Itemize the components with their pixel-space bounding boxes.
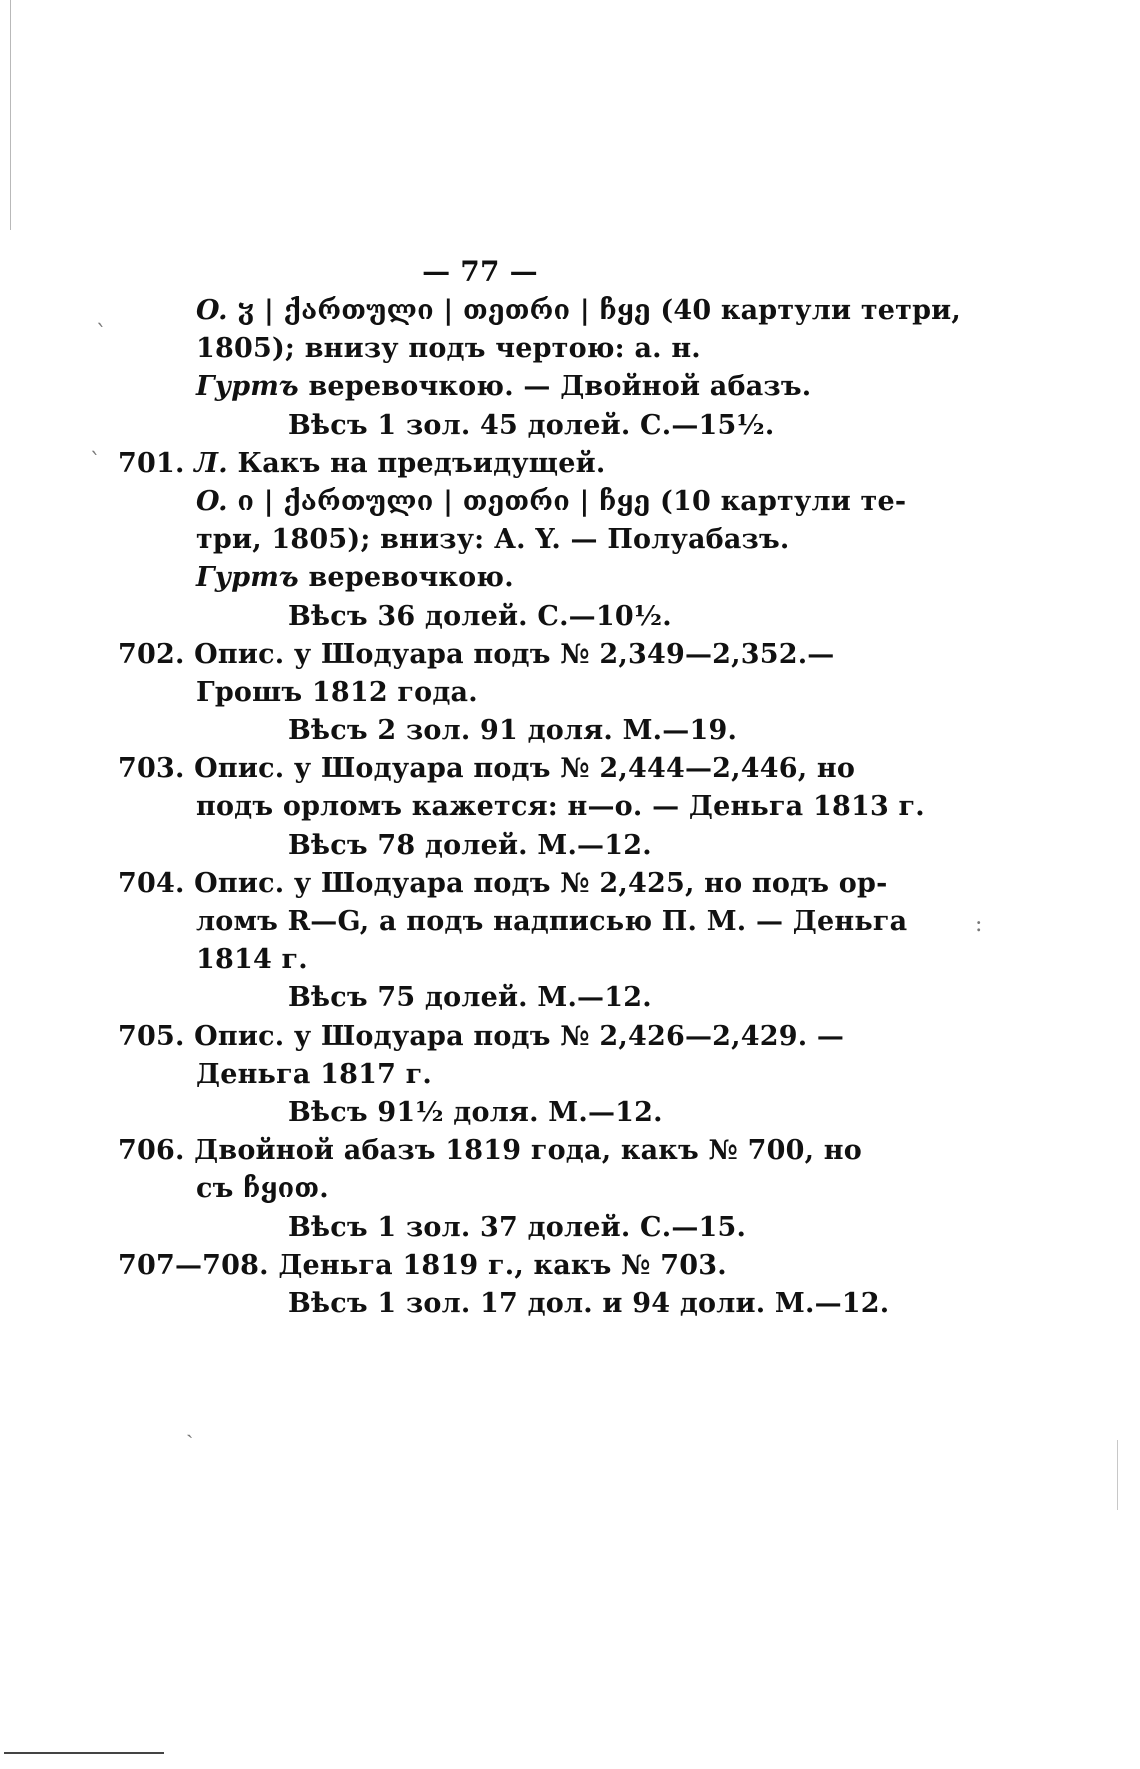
- line-text: Деньга 1817 г.: [196, 1058, 433, 1090]
- entry-line: [118, 1132, 862, 1170]
- text-line: [118, 674, 818, 712]
- entry-line: [118, 445, 818, 483]
- entry-line: [118, 636, 835, 674]
- page-number: — 77 —: [422, 255, 538, 288]
- text-line: [118, 903, 908, 941]
- line-text: Вѣсъ 36 долей. С.—10½.: [288, 600, 672, 632]
- weight-line: [118, 827, 818, 865]
- stray-mark: ˋ: [96, 322, 107, 347]
- entry-number: 705.: [118, 1020, 185, 1052]
- stray-mark: ˏ: [186, 1414, 194, 1439]
- line-text: три, 1805); внизу: А. Y. — Полуабазъ.: [196, 524, 790, 556]
- line-text: Опис. у Шодуара подъ № 2,349—2,352.—: [184, 638, 835, 670]
- line-text: 1805); внизу подъ чертою: а. н.: [196, 333, 701, 365]
- entry-line: [118, 1018, 845, 1056]
- obverse-marker: O.: [196, 295, 228, 326]
- entry-number: 703.: [118, 753, 185, 785]
- line-text: Вѣсъ 78 долей. М.—12.: [288, 829, 652, 861]
- line-text: подъ орломъ кажется: н—о. — Деньга 1813 г.: [196, 791, 925, 823]
- stray-mark: :: [975, 912, 983, 937]
- text-line: [118, 1170, 818, 1208]
- page-edge-right: [1117, 1440, 1118, 1510]
- entry-line: [118, 1247, 818, 1285]
- line-text: Деньга 1819 г., какъ № 703.: [268, 1249, 727, 1281]
- line-text: Опис. у Шодуара подъ № 2,444—2,446, но: [184, 753, 856, 785]
- weight-line: [118, 1285, 890, 1323]
- page-edge-left: [10, 0, 11, 230]
- weight-line: [118, 407, 818, 445]
- line-text: Вѣсъ 1 зол. 45 долей. С.—15½.: [288, 409, 775, 441]
- line-text: 1814 г.: [196, 944, 308, 976]
- line-text: Грошъ 1812 года.: [196, 676, 478, 708]
- weight-line: [118, 712, 818, 750]
- line-text: веревочкою.: [298, 562, 514, 594]
- text-line: [118, 368, 818, 406]
- reverse-marker: Л.: [184, 447, 228, 479]
- line-text: съ ჩყით.: [196, 1173, 329, 1205]
- document-body: [118, 252, 961, 1323]
- line-text: Двойной абазъ 1819 года, какъ № 700, но: [184, 1135, 862, 1167]
- entry-line: [118, 750, 856, 788]
- stray-mark: ˋ: [90, 450, 101, 475]
- weight-line: [118, 979, 818, 1017]
- text-line: [118, 483, 907, 521]
- entry-line: [118, 865, 888, 903]
- text-line: [118, 1056, 818, 1094]
- line-text: Вѣсъ 2 зол. 91 доля. М.—19.: [288, 715, 738, 747]
- weight-line: [118, 598, 818, 636]
- weight-line: [118, 1209, 818, 1247]
- line-text: ი | ქართული | თეთრი | ჩყე (10 картули те-: [227, 485, 907, 517]
- line-text: Опис. у Шодуара подъ № 2,425, но подъ ор-: [184, 867, 888, 899]
- entry-number: 701.: [118, 447, 185, 479]
- line-text: Опис. у Шодуара подъ № 2,426—2,429. —: [184, 1020, 845, 1052]
- line-text: Вѣсъ 1 зол. 37 долей. С.—15.: [288, 1211, 747, 1243]
- line-text: веревочкою. — Двойной абазъ.: [298, 371, 812, 403]
- edge-marker: Гуртъ: [196, 371, 299, 403]
- text-line: [118, 292, 961, 330]
- entry-number: 704.: [118, 867, 185, 899]
- text-line: [118, 559, 818, 597]
- page-edge-bottom: [4, 1752, 164, 1754]
- obverse-marker: O.: [196, 485, 228, 517]
- line-text: Вѣсъ 91½ доля. М.—12.: [288, 1096, 663, 1128]
- line-text: Вѣсъ 1 зол. 17 дол. и 94 доли. М.—12.: [288, 1287, 890, 1319]
- edge-marker: Гуртъ: [196, 562, 299, 594]
- text-line: [118, 941, 818, 979]
- entry-number: 706.: [118, 1135, 185, 1167]
- line-text: Какъ на предъидущей.: [227, 447, 606, 479]
- entry-number: 707—708.: [118, 1249, 269, 1281]
- entry-number: 702.: [118, 638, 185, 670]
- line-text: Вѣсъ 75 долей. М.—12.: [288, 982, 652, 1014]
- text-line: [118, 788, 925, 826]
- text-line: [118, 330, 818, 368]
- line-text: ломъ R—G, а подъ надписью П. М. — Деньга: [196, 906, 908, 937]
- weight-line: [118, 1094, 818, 1132]
- line-text: ჳ | ქართული | თეთრი | ჩყე (40 картули тетри,: [227, 295, 961, 326]
- text-line: [118, 521, 818, 559]
